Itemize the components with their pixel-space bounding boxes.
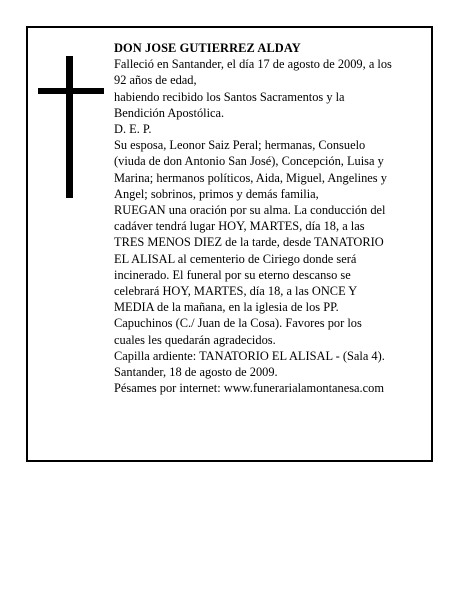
obituary-notice bbox=[26, 26, 433, 462]
notice-line: Falleció en Santander, el día 17 de agosto de 2009, a los bbox=[114, 57, 392, 72]
notice-line: (viuda de don Antonio San José), Concepción, Luisa y bbox=[114, 154, 384, 169]
notice-line: D. E. P. bbox=[114, 122, 152, 137]
notice-line: cuales les quedarán agradecidos. bbox=[114, 332, 276, 347]
notice-line: habiendo recibido los Santos Sacramentos y la bbox=[114, 89, 345, 104]
website-line: Pésames por internet: www.funerarialamontanesa.com bbox=[114, 381, 384, 396]
notice-line: Su esposa, Leonor Saiz Peral; hermanas, Consuelo bbox=[114, 138, 366, 153]
deceased-name: DON JOSE GUTIERREZ ALDAY bbox=[114, 41, 301, 55]
cross-horizontal-bar bbox=[38, 88, 104, 94]
notice-text bbox=[114, 40, 426, 396]
notice-line: Bendición Apostólica. bbox=[114, 105, 225, 120]
notice-line: Santander, 18 de agosto de 2009. bbox=[114, 365, 278, 380]
notice-line: celebrará HOY, MARTES, día 18, a las ONCE Y bbox=[114, 284, 358, 299]
notice-line: cadáver tendrá lugar HOY, MARTES, día 18, a las bbox=[114, 219, 365, 234]
notice-line: TRES MENOS DIEZ de la tarde, desde TANATORIO bbox=[114, 235, 384, 250]
notice-line: Angel; sobrinos, primos y demás familia, bbox=[114, 186, 319, 201]
notice-line: RUEGAN una oración por su alma. La conducción del bbox=[114, 203, 386, 218]
notice-line: EL ALISAL al cementerio de Ciriego donde será bbox=[114, 251, 357, 266]
notice-line: MEDIA de la mañana, en la iglesia de los PP. bbox=[114, 300, 339, 315]
notice-line: incinerado. El funeral por su eterno descanso se bbox=[114, 267, 351, 282]
cross-vertical-bar bbox=[66, 56, 73, 198]
notice-line: Capilla ardiente: TANATORIO EL ALISAL - (Sala 4). bbox=[114, 348, 385, 363]
notice-line: 92 años de edad, bbox=[114, 73, 197, 88]
cross-icon bbox=[38, 56, 104, 200]
notice-line: Capuchinos (C./ Juan de la Cosa). Favores por los bbox=[114, 316, 362, 331]
notice-line: Marina; hermanos políticos, Aida, Miguel, Angelines y bbox=[114, 170, 387, 185]
